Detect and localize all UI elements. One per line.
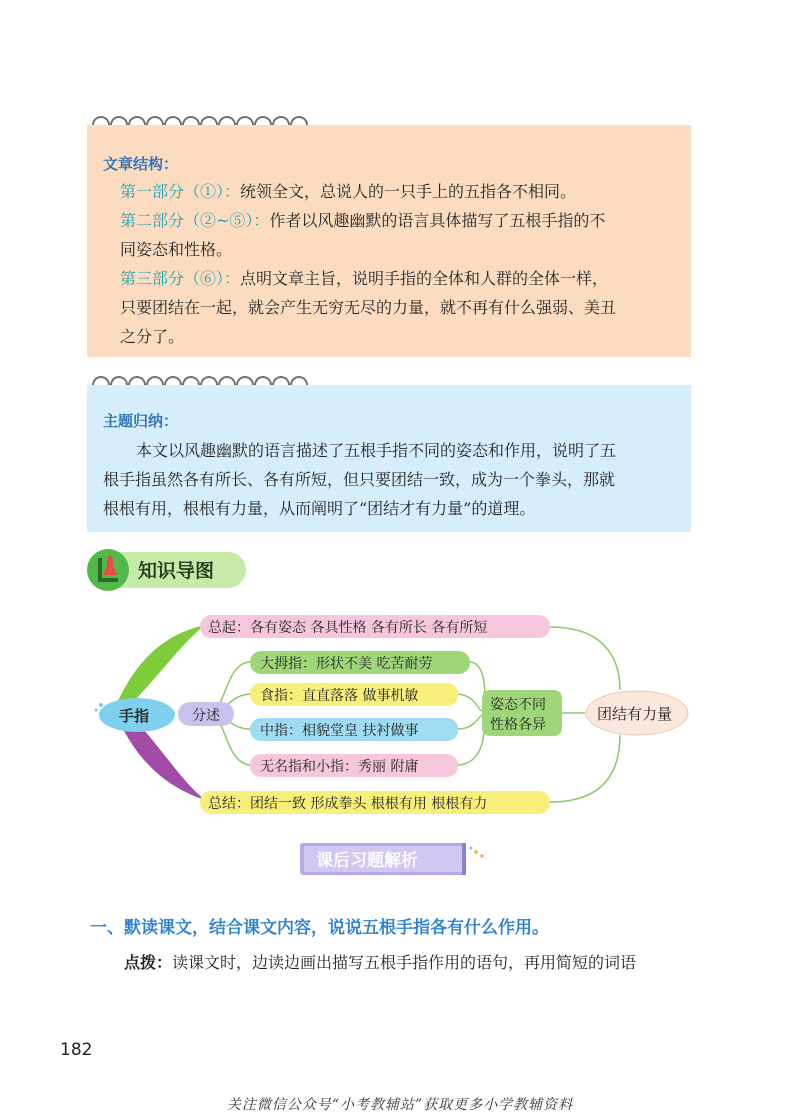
part-one-label: 第一部分（①）： bbox=[120, 182, 241, 201]
finger-index-text: 食指：直直落落 做事机敏 bbox=[260, 688, 419, 704]
middle-line-1: 姿态不同 bbox=[490, 697, 546, 713]
footer-note: 关注微信公众号“小考教辅站”获取更多小学教辅资料 bbox=[226, 1097, 574, 1113]
theme-title: 主题归纳： bbox=[103, 412, 179, 430]
theme-line-2: 根手指虽然各有所长、各有所短，但只要团结一致，成为一个拳头，那就 bbox=[103, 470, 616, 489]
mind-map bbox=[0, 605, 800, 835]
theme-line-3: 根根有用，根根有力量，从而阐明了“团结才有力量”的道理。 bbox=[103, 499, 536, 518]
middle-line-2: 性格各异 bbox=[490, 717, 546, 733]
summary-top-text: 总起：各有姿态 各具性格 各有所长 各有所短 bbox=[208, 620, 488, 636]
part-three-cont-1: 只要团结在一起，就会产生无穷无尽的力量，就不再有什么强弱、美丑 bbox=[120, 298, 617, 317]
knowledge-map-title: 知识导图 bbox=[138, 560, 215, 582]
exercise-banner-text: 课后习题解析 bbox=[316, 851, 418, 871]
part-two-cont: 同姿态和性格。 bbox=[120, 240, 233, 259]
conclusion-text: 团结有力量 bbox=[597, 705, 673, 723]
part-three bbox=[120, 264, 608, 293]
branch-top-leaf bbox=[118, 625, 205, 705]
summary-bottom-text: 总结：团结一致 形成拳头 根根有用 根根有力 bbox=[208, 796, 488, 812]
hint-line bbox=[124, 948, 636, 977]
hint-text: 读课文时，边读边画出描写五根手指作用的语句，再用简短的词语 bbox=[172, 953, 637, 972]
knowledge-map-header bbox=[86, 548, 256, 594]
part-one bbox=[120, 177, 576, 206]
part-three-cont-2: 之分了。 bbox=[120, 327, 185, 346]
page-number: 182 bbox=[60, 1040, 93, 1060]
center-node-label: 手指 bbox=[119, 707, 150, 725]
part-three-label: 第三部分（⑥）： bbox=[120, 269, 241, 288]
exercise-banner bbox=[298, 840, 498, 880]
part-one-text: 统领全文，总说人的一只手上的五指各不相同。 bbox=[240, 182, 577, 201]
finger-ring-text: 无名指和小指：秀丽 附庸 bbox=[260, 759, 419, 775]
question-heading: 一、默读课文，结合课文内容，说说五根手指各有什么作用。 bbox=[90, 918, 549, 938]
theme-line-1: 本文以风趣幽默的语言描述了五根手指不同的姿态和作用，说明了五 bbox=[136, 441, 617, 460]
finger-middle-text: 中指：相貌堂皇 扶衬做事 bbox=[260, 723, 419, 739]
hint-label: 点拨： bbox=[124, 953, 173, 972]
part-two-text: 作者以风趣幽默的语言具体描写了五根手指的不 bbox=[269, 211, 606, 230]
structure-title: 文章结构： bbox=[103, 155, 179, 173]
part-two bbox=[120, 206, 605, 235]
part-two-label: 第二部分（②~⑤）： bbox=[120, 211, 270, 230]
branch-node-label: 分述 bbox=[192, 708, 220, 724]
part-three-text: 点明文章主旨，说明手指的全体和人群的全体一样， bbox=[240, 269, 609, 288]
finger-thumb-text: 大拇指：形状不美 吃苦耐劳 bbox=[260, 656, 433, 672]
